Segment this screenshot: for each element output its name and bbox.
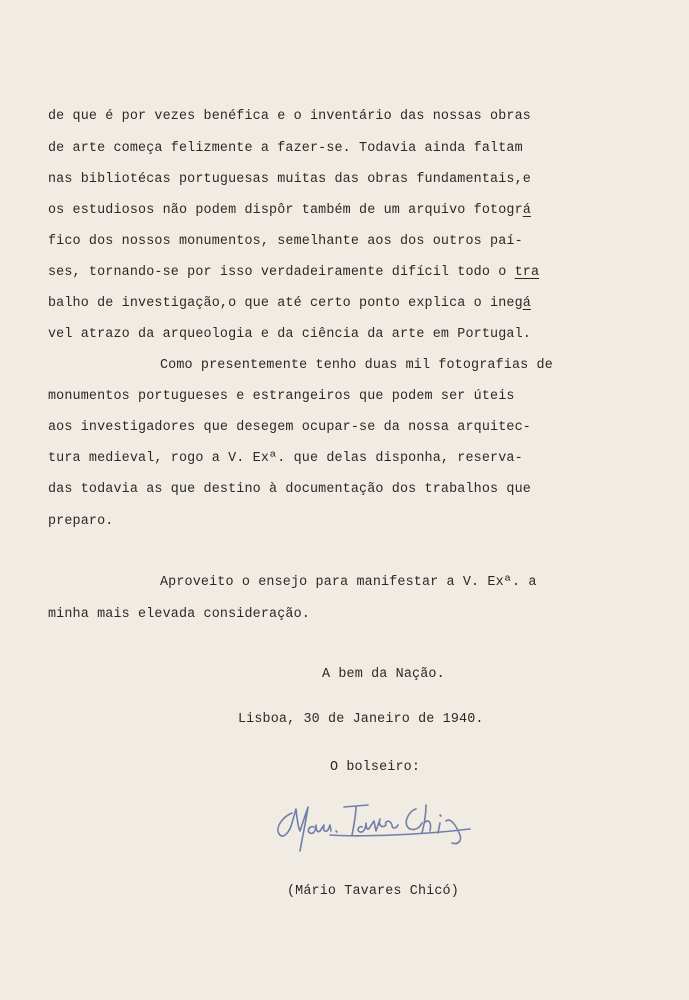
signer-name: (Mário Tavares Chicó): [287, 884, 459, 899]
body-line: Aproveito o ensejo para manifestar a V. Exª. a: [160, 575, 537, 590]
hyphen-fragment: tra: [514, 265, 540, 280]
body-line: nas bibliotécas portuguesas muitas das obras fundamentais,e: [48, 172, 531, 187]
body-line-text: balho de investigação,o que até certo ponto explica o ineg: [48, 296, 523, 311]
body-line: [48, 203, 531, 219]
body-line: aos investigadores que desegem ocupar-se da nossa arquitec-: [48, 420, 531, 435]
body-line: preparo.: [48, 514, 114, 529]
body-line: fico dos nossos monumentos, semelhante aos dos outros paí-: [48, 234, 523, 249]
body-line: monumentos portugueses e estrangeiros que podem ser úteis: [48, 389, 515, 404]
body-line: das todavia as que destino à documentação dos trabalhos que: [48, 482, 531, 497]
body-line: tura medieval, rogo a V. Exª. que delas disponha, reserva-: [48, 451, 523, 466]
hyphen-fragment: á: [522, 203, 531, 218]
body-line: [48, 296, 531, 312]
body-line-text: ses, tornando-se por isso verdadeiramente difícil todo o: [48, 265, 515, 280]
closing-salutation: A bem da Nação.: [322, 667, 445, 682]
body-line: de que é por vezes benéfica e o inventário das nossas obras: [48, 109, 531, 124]
body-line: Como presentemente tenho duas mil fotografias de: [160, 358, 553, 373]
body-line: minha mais elevada consideração.: [48, 607, 310, 622]
signer-role: O bolseiro:: [330, 760, 421, 775]
body-line: vel atrazo da arqueologia e da ciência da arte em Portugal.: [48, 327, 531, 342]
body-line: [48, 265, 539, 281]
body-line-text: os estudiosos não podem dispôr também de um arquivo fotogr: [48, 203, 523, 218]
handwritten-signature: [270, 795, 500, 857]
body-line: de arte começa felizmente a fazer-se. Todavia ainda faltam: [48, 141, 523, 156]
place-date: Lisboa, 30 de Janeiro de 1940.: [238, 712, 484, 727]
hyphen-fragment: á: [522, 296, 531, 311]
